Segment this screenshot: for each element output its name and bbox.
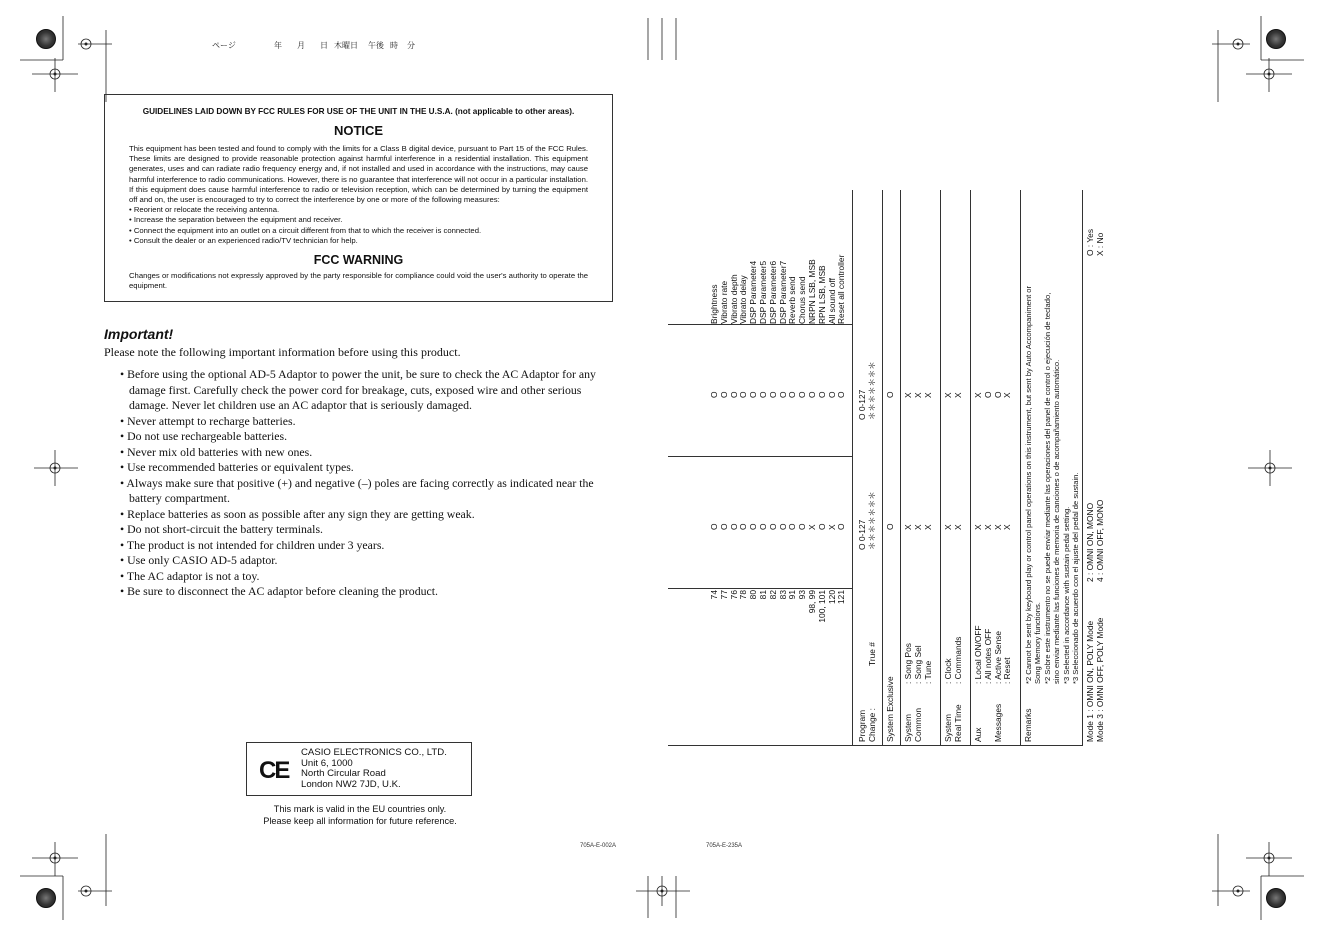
cc-number: 74 [709,590,719,600]
important-item: • Replace batteries as soon as possible after any sign they are getting weak. [120,506,475,521]
program-transmitted [858,491,878,550]
common-items [904,643,933,684]
realtime-label [944,704,964,742]
cc-remark: Chorus send [797,276,808,324]
important-item: • Be sure to disconnect the AC adaptor before cleaning the product. [120,584,438,598]
mode-legend-left [1086,618,1106,742]
cc-recognized: O [757,391,768,398]
aux-rx: X [1002,392,1013,398]
common-rx: X [922,392,933,398]
aux-item: : Reset [1002,657,1013,684]
cc-transmitted: O [787,523,798,530]
realtime-label-line: System [943,714,953,742]
aux-item: : Active Sense [992,630,1003,684]
cc-recognized: O [787,391,798,398]
sysex-recognized: O [885,391,895,398]
common-rx: X [903,392,913,398]
cc-transmitted: O [748,523,759,530]
ce-mark-logo: CE [259,757,289,784]
important-item: • Do not short-circuit the battery terminals. [120,522,323,536]
cc-number: 77 [718,590,729,600]
mode-legend-right [1086,500,1106,582]
cc-remark: DSP Parameter6 [767,260,778,324]
cc-recognized: O [816,391,827,398]
midi-implementation-table [668,190,1112,746]
remark-line: sino enviar mediante las funciones de memoria de canciones o de acompañamiento automático. [1052,359,1062,684]
fcc-measure: • Reorient or relocate the receiving antenna. [129,205,280,215]
program-label-line: Change : [866,708,877,742]
cc-number: 100, 101 [816,590,827,623]
common-item: : Tune [922,660,933,684]
ce-note-line: Please keep all information for future reference. [263,816,457,826]
mode-line: Mode 3 : OMNI OFF, POLY Mode [1094,617,1105,742]
important-intro: Please note the following important information before using this product. [104,345,461,359]
header-date-weekday: 木曜日 [334,41,358,50]
cc-number: 93 [797,590,808,600]
important-item: • The product is not intended for children under 3 years. [120,537,385,552]
cc-transmitted: O [718,523,729,530]
header-page-jp: ページ [212,41,236,50]
common-label-line: Common [912,708,923,742]
realtime-rx: X [952,392,963,398]
aux-tx: X [973,524,983,530]
common-tx: X [922,524,933,530]
aux-label-line: Aux [973,727,983,742]
common-rx: X [912,392,923,398]
cc-transmitted: O [816,523,827,530]
cc-number: 76 [728,590,739,600]
sysex-label: System Exclusive [885,676,895,742]
doc-code-right: 705A-E-235A [706,843,743,849]
aux-rx: X [973,392,983,398]
cc-transmitted: O [767,523,778,530]
cc-number: 91 [787,590,798,600]
common-tx: X [912,524,923,530]
realtime-transmitted [944,524,964,530]
program-label-line: Program [857,709,867,742]
header-date-hour: 時 [390,41,398,50]
fcc-measure: • Consult the dealer or an experienced radio/TV technician for help. [129,235,358,245]
aux-tx: X [982,524,993,530]
legend-no: X : No [1094,232,1105,256]
header-date-minute: 分 [407,41,415,50]
aux-rx: O [982,391,993,398]
cc-recognized: O [709,391,719,398]
cc-remark: Vibrato delay [738,275,749,324]
aux-item: : All notes OFF [982,628,993,684]
header-date-month: 月 [297,41,305,50]
aux-recognized [974,391,1013,398]
common-recognized [904,392,933,398]
cc-number: 98, 99 [806,590,817,614]
cc-recognized: O [797,391,808,398]
cc-transmitted: X [806,524,817,530]
ce-note [240,803,480,827]
yes-no-legend [1086,229,1106,256]
cc-recognized: O [728,391,739,398]
remark-line: Song Memory functions. [1033,602,1043,684]
aux-item: : Local ON/OFF [973,625,983,684]
realtime-item: : Clock [943,658,953,684]
header-date-pm: 午後 [368,41,384,50]
program-tx-line: O 0-127 [857,519,867,550]
ce-address-line: Unit 6, 1000 [301,757,353,769]
cc-remarks-column [710,255,847,324]
ce-address-box [246,742,472,796]
cc-transmitted-column [710,523,847,530]
important-title: Important! [104,326,174,342]
cc-transmitted: O [836,523,847,530]
realtime-label-line: Real Time [952,704,963,742]
cc-number: 121 [836,590,847,604]
remark-line: *3 Seleccionado de acuerdo con el ajuste del pedal de sustain. [1071,472,1081,684]
aux-label [974,704,1003,742]
important-item: • Never attempt to recharge batteries. [120,413,296,428]
important-item: • The AC adaptor is not a toy. [120,568,260,583]
ce-address-line: North Circular Road [301,768,386,780]
common-label [904,708,924,742]
ce-address-line: London NW2 7JD, U.K. [301,778,401,790]
aux-transmitted [974,524,1013,530]
cc-remark: NRPN LSB, MSB [806,259,817,324]
fcc-notice-title: NOTICE [333,123,384,138]
fcc-notice-box [104,94,613,302]
common-item: : Song Pos [903,643,913,684]
remark-line: *3 Selected in accordance with sustain pedal setting. [1061,506,1071,684]
important-item: • Do not use rechargeable batteries. [120,429,288,443]
cc-transmitted: O [709,523,719,530]
fcc-measures-list [129,205,588,246]
realtime-recognized [944,392,964,398]
cc-transmitted: O [757,523,768,530]
cc-number: 83 [777,590,788,600]
aux-tx: X [1002,524,1013,530]
cc-remark: Vibrato depth [728,274,739,324]
legend-yes: O : Yes [1085,228,1095,256]
aux-rx: O [992,391,1003,398]
cc-recognized: O [767,391,778,398]
realtime-items [944,637,964,684]
cc-recognized: O [738,391,749,398]
cc-number-column [710,590,847,746]
important-item: • Before using the optional AD-5 Adaptor to power the unit, be sure to check the AC Adaptor for any damage first. Carefully check the power cord for breakage, cuts, exposed wire and other serious damage. Never let children use an AC adaptor that is seriously damaged. [120,367,596,412]
cc-remark: Vibrato rate [718,280,729,324]
program-change-label [858,708,878,742]
cc-transmitted: O [777,523,788,530]
cc-number: 80 [748,590,759,600]
cc-remark: Brightness [709,284,719,324]
sysex-transmitted: O [885,523,895,530]
cc-recognized: O [826,391,837,398]
program-recognized [858,361,878,420]
cc-number: 81 [757,590,768,600]
remarks-label: Remarks [1023,708,1033,742]
fcc-warning-title: FCC WARNING [313,253,404,268]
cc-remark: All sound off [826,278,837,324]
common-item: : Song Sel [912,645,923,684]
program-tx-line: ＊＊＊＊＊＊＊ [866,491,877,550]
common-transmitted [904,524,933,530]
cc-number: 78 [738,590,749,600]
common-tx: X [903,524,913,530]
cc-transmitted: X [826,524,837,530]
realtime-tx: X [952,524,963,530]
important-item: • Use only CASIO AD-5 adaptor. [120,553,278,567]
remark-line: *2 Cannot be sent by keyboard play or control panel operations on this instrument, but sent by Auto Accompaniment or [1024,285,1033,684]
cc-transmitted: O [728,523,739,530]
cc-remark: RPN LSB, MSB [816,265,827,324]
cc-remark: Reverb send [787,276,798,324]
cc-recognized: O [836,391,847,398]
fcc-guideline-heading: GUIDELINES LAID DOWN BY FCC RULES FOR USE OF THE UNIT IN THE U.S.A. (not applicable to other areas). [142,107,575,116]
aux-label-line: Messages [992,703,1003,742]
cc-number: 82 [767,590,778,600]
remarks-text [1024,286,1080,684]
realtime-tx: X [943,524,953,530]
cc-remark: DSP Parameter7 [777,260,788,324]
important-list [120,367,614,600]
cc-remark: DSP Parameter4 [748,260,759,324]
important-item: • Use recommended batteries or equivalent types. [120,460,354,474]
important-item: • Never mix old batteries with new ones. [120,444,313,459]
ce-address-line: CASIO ELECTRONICS CO., LTD. [301,747,447,758]
ce-address [301,748,447,790]
cc-transmitted: O [797,523,808,530]
program-true-label: True # [867,642,877,666]
header-date-day: 日 [320,41,328,50]
cc-transmitted: O [738,523,749,530]
ce-note-line: This mark is valid in the EU countries only. [273,804,447,814]
cc-remark: DSP Parameter5 [757,260,768,324]
mode-line: 2 : OMNI ON, MONO [1085,502,1095,582]
header-date-year: 年 [274,41,282,50]
fcc-measure: • Connect the equipment into an outlet on a circuit different from that to which the receiver is connected. [129,225,482,235]
cc-number: 120 [826,590,837,604]
remark-line: *2 Sobre este instrumento no se puede enviar mediante las operaciones del panel de control o ejecución de teclado, [1042,292,1052,684]
mode-line: 4 : OMNI OFF, MONO [1094,499,1105,582]
cc-remark: Reset all controller [836,254,847,324]
important-item: • Always make sure that positive (+) and negative (–) poles are facing correctly as indicated near the battery compartment. [120,475,594,505]
doc-code-left: 705A-E-002A [580,843,617,849]
common-label-line: System [903,714,913,742]
cc-recognized: O [806,391,817,398]
fcc-warning-body: Changes or modifications not expressly approved by the party responsible for compliance could void the user's authority to operate the equipment. [129,271,588,291]
aux-tx: X [992,524,1003,530]
fcc-measure: • Increase the separation between the equipment and receiver. [129,215,343,225]
aux-items [974,625,1013,684]
fcc-notice-body: This equipment has been tested and found to comply with the limits for a Class B digital device, pursuant to Part 15 of the FCC Rules. These limits are designed to provide reasonable protection against harmful interference in a residential installation. This equipment generates, uses and can radiate radio frequency energy and, if not installed and used in accordance with the instructions, may cause harmful interference to radio communications. However, there is no guarantee that interference will not occur in a particular installation. If this equipment does cause harmful interference to radio or television reception, which can be determined by turning the equipment off and on, the user is encouraged to try to correct the interference by one or more of the following measures: [129,144,588,205]
program-rx-line: O 0-127 [857,389,867,420]
cc-recognized: O [777,391,788,398]
cc-recognized: O [748,391,759,398]
cc-recognized: O [718,391,729,398]
cc-recognized-column [710,391,847,398]
realtime-rx: X [943,392,953,398]
realtime-item: : Commands [952,636,963,684]
mode-line: Mode 1 : OMNI ON, POLY Mode [1085,620,1095,742]
program-rx-line: ＊＊＊＊＊＊＊ [866,361,877,420]
